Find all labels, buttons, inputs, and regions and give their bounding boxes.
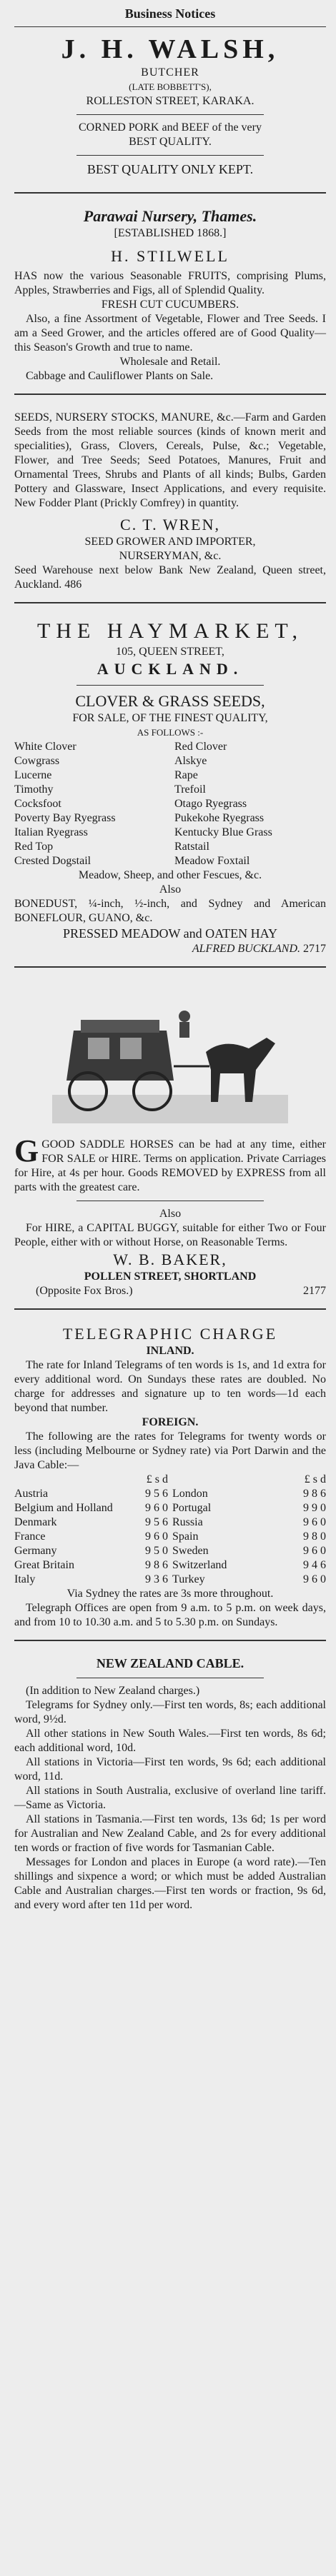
rate-value: 9 8 6 bbox=[145, 1559, 168, 1571]
baker-ref: 2177 bbox=[303, 1285, 326, 1297]
nursery-body1: HAS now the various Seasonable FRUITS, comprising Plums, Apples, Strawberries and Figs, all of Splendid Quality. bbox=[14, 270, 326, 296]
seed-item: Trefoil bbox=[174, 783, 206, 796]
rate-value: 9 8 6 bbox=[303, 1488, 326, 1500]
baker-street: POLLEN STREET, SHORTLAND bbox=[84, 1271, 257, 1283]
rate-country: France bbox=[14, 1530, 46, 1543]
nursery-name: H. STILWELL bbox=[111, 247, 229, 265]
wren-ref: 486 bbox=[64, 578, 82, 591]
wren-ad bbox=[14, 395, 326, 603]
rate-country: Belgium and Holland bbox=[14, 1502, 113, 1514]
telegraph-foreign-body: The following are the rates for Telegrams for twenty words or less (including Melbourne or Sydney rate) via Port Darwin and the Java Cable:— bbox=[14, 1430, 326, 1471]
carriage-illustration bbox=[52, 988, 288, 1131]
haymarket-proprietor: ALFRED BUCKLAND. 2717 bbox=[192, 943, 326, 955]
telegraph-inland-body: The rate for Inland Telegrams of ten words is 1s, and 1d extra for every additional word. On Sundays these rates are doubled. No charge for addresses and signature up to ten words—1d each beyond that number. bbox=[14, 1359, 326, 1414]
seed-item: Lucerne bbox=[14, 769, 52, 781]
walsh-trade: BUTCHER bbox=[141, 66, 199, 79]
baker-body: GGOOD SADDLE HORSES can be had at any time, either FOR SALE or HIRE. Terms on application. Private Carriages for Hire, at 4s per hour. Goods REMOVED by EXPRESS from all parts with the greatest care. bbox=[14, 1133, 326, 1193]
rate-country: Italy bbox=[14, 1573, 36, 1585]
nursery-ad bbox=[14, 194, 326, 395]
seed-item: Meadow Foxtail bbox=[174, 855, 250, 867]
haymarket-as-follows: AS FOLLOWS :- bbox=[137, 727, 204, 738]
wren-title1: SEED GROWER AND IMPORTER, bbox=[84, 536, 256, 548]
wren-body: SEEDS, NURSERY STOCKS, MANURE, &c.—Farm and Garden Seeds from the most reliable sources (kinds of known merit and specialities), Grass, Clovers, Cereals, Pulse, &c.; Vegetable, Flower, and Tree Seeds; Seed Potatoes, Manures, Fruit and Ornamental Trees, Shrubs and Plants of all kinds; Bulbs, Garden Pottery and Glassware, Insect Applications, and every requisite. New Fodder Plant (Prickly Comfrey) in quantity. bbox=[14, 411, 326, 509]
wren-name: C. T. WREN, bbox=[120, 516, 220, 533]
rate-country: Spain bbox=[172, 1530, 199, 1543]
nursery-plants: Cabbage and Cauliflower Plants on Sale. bbox=[26, 370, 214, 382]
rate-country: Turkey bbox=[172, 1573, 205, 1585]
nzcable-p3: All stations in Victoria—First ten words, 9s 6d; each additional word, 11d. bbox=[14, 1756, 326, 1783]
walsh-name: J. H. WALSH, bbox=[61, 34, 280, 64]
walsh-line2: BEST QUALITY. bbox=[129, 136, 212, 148]
divider bbox=[76, 114, 264, 115]
wren-title2: NURSERYMAN, &c. bbox=[119, 550, 222, 562]
seed-item: Timothy bbox=[14, 783, 54, 796]
seed-item: Rape bbox=[174, 769, 198, 781]
walsh-late: (LATE BOBBETT'S), bbox=[129, 81, 212, 92]
haymarket-heading: CLOVER & GRASS SEEDS, bbox=[75, 692, 265, 710]
nursery-title: Parawai Nursery, Thames. bbox=[83, 207, 257, 225]
seed-item: White Clover bbox=[14, 741, 76, 753]
seed-item: Cowgrass bbox=[14, 755, 60, 767]
rate-country: Germany bbox=[14, 1545, 57, 1557]
rate-value: 9 6 0 bbox=[303, 1573, 326, 1585]
seed-column-left bbox=[14, 740, 166, 868]
rate-value: 9 4 6 bbox=[303, 1559, 326, 1571]
rate-value: 9 5 6 bbox=[145, 1488, 168, 1500]
seed-list bbox=[14, 740, 326, 868]
seed-item: Italian Ryegrass bbox=[14, 826, 88, 838]
nursery-fresh: FRESH CUT CUCUMBERS. bbox=[101, 299, 239, 311]
drop-cap: G bbox=[14, 1133, 39, 1168]
nzcable-p2: All other stations in New South Wales.—First ten words, 8s 6d; each additional word, 10d. bbox=[14, 1728, 326, 1754]
nzcable-intro: (In addition to New Zealand charges.) bbox=[26, 1685, 200, 1697]
nursery-body2: Also, a fine Assortment of Vegetable, Flower and Tree Seeds. I am a Seed Grower, and the articles offered are of Good Quality—this Season's Growth and true to name. bbox=[14, 313, 326, 354]
haymarket-ad bbox=[14, 603, 326, 968]
rate-value: 9 6 0 bbox=[145, 1502, 168, 1514]
seed-item: Red Top bbox=[14, 841, 54, 853]
haymarket-also: Also bbox=[159, 883, 182, 896]
rate-country: Austria bbox=[14, 1488, 49, 1500]
telegraph-foreign: FOREIGN. bbox=[142, 1416, 199, 1428]
seed-item: Poverty Bay Ryegrass bbox=[14, 812, 116, 824]
telegraph-ad bbox=[14, 1310, 326, 1641]
rate-country: Russia bbox=[172, 1516, 203, 1528]
rate-country: Switzerland bbox=[172, 1559, 227, 1571]
walsh-motto: BEST QUALITY ONLY KEPT. bbox=[87, 162, 254, 176]
telegraph-inland: INLAND. bbox=[146, 1345, 194, 1357]
walsh-line1: CORNED PORK and BEEF of the very bbox=[79, 121, 262, 134]
haymarket-title: THE HAYMARKET, bbox=[37, 619, 303, 643]
rate-country: Portugal bbox=[172, 1502, 212, 1514]
walsh-ad bbox=[14, 6, 326, 194]
seed-item: Otago Ryegrass bbox=[174, 798, 247, 810]
nzcable-p6: Messages for London and places in Europe (a word rate).—Ten shillings and sixpence a word; or which must be added Australian Cable and Australian charges.—First ten words or fraction, 9s 6d, and every word after ten 11d per word. bbox=[14, 1856, 326, 1911]
rate-unit: £ s d bbox=[304, 1473, 326, 1485]
haymarket-pressed: PRESSED MEADOW and OATEN HAY bbox=[62, 926, 277, 941]
rate-value: 9 5 0 bbox=[145, 1545, 168, 1557]
divider bbox=[76, 685, 264, 686]
haymarket-city: AUCKLAND. bbox=[97, 660, 244, 678]
walsh-address: ROLLESTON STREET, KARAKA. bbox=[86, 95, 255, 107]
business-notices-header: Business Notices bbox=[124, 6, 216, 21]
haymarket-address: 105, QUEEN STREET, bbox=[116, 646, 224, 658]
seed-item: Ratstail bbox=[174, 841, 209, 853]
rate-value: 9 5 6 bbox=[145, 1516, 168, 1528]
nzcable-p1: Telegrams for Sydney only.—First ten words, 8s; each additional word, 9½d. bbox=[14, 1699, 326, 1725]
rate-value: 9 8 0 bbox=[303, 1530, 326, 1543]
rate-country: Sweden bbox=[172, 1545, 209, 1557]
baker-buggy: For HIRE, a CAPITAL BUGGY, suitable for either Two or Four People, either with or without Horse, on Reasonable Terms. bbox=[14, 1222, 326, 1248]
seed-item: Crested Dogstail bbox=[14, 855, 92, 867]
seed-item: Cocksfoot bbox=[14, 798, 61, 810]
rate-value: 9 6 0 bbox=[303, 1516, 326, 1528]
wren-footer: Seed Warehouse next below Bank New Zealand, Queen street, Auckland. 486 bbox=[14, 564, 326, 591]
rate-value: 9 6 0 bbox=[145, 1530, 168, 1543]
seed-column-right bbox=[174, 740, 326, 868]
divider bbox=[14, 26, 326, 27]
haymarket-sub: FOR SALE, OF THE FINEST QUALITY, bbox=[72, 712, 268, 724]
seed-item: Kentucky Blue Grass bbox=[174, 826, 272, 838]
baker-also: Also bbox=[159, 1208, 182, 1220]
seed-item: Red Clover bbox=[174, 741, 227, 753]
telegraph-offices: Telegraph Offices are open from 9 a.m. to 5 p.m. on week days, and from 10 to 10.30 a.m. and 5 to 5.30 p.m. on Sundays. bbox=[14, 1602, 326, 1628]
rate-table bbox=[14, 1473, 326, 1487]
divider bbox=[76, 155, 264, 156]
baker-near: (Opposite Fox Bros.) 2177 bbox=[36, 1285, 326, 1297]
rate-country: London bbox=[172, 1488, 208, 1500]
seed-item: Pukekohe Ryegrass bbox=[174, 812, 265, 824]
seed-item: Alskye bbox=[174, 755, 207, 767]
rate-value: 9 6 0 bbox=[303, 1545, 326, 1557]
haymarket-meadow: Meadow, Sheep, and other Fescues, &c. bbox=[78, 869, 262, 881]
rate-country: Great Britain bbox=[14, 1559, 74, 1571]
baker-name: W. B. BAKER, bbox=[113, 1251, 227, 1268]
nursery-est: [ESTABLISHED 1868.] bbox=[114, 227, 227, 239]
rate-value: 9 9 0 bbox=[303, 1502, 326, 1514]
nzcable-p4: All stations in South Australia, exclusive of overland line tariff.—Same as Victoria. bbox=[14, 1785, 326, 1811]
haymarket-ref: 2717 bbox=[303, 943, 326, 955]
telegraph-via-sydney: Via Sydney the rates are 3s more throughout. bbox=[66, 1588, 274, 1600]
telegraph-title: TELEGRAPHIC CHARGE bbox=[62, 1325, 278, 1343]
nzcable-p5: All stations in Tasmania.—First ten words, 13s 6d; 1s per word for Australian and New Zealand Cable, and 2s for every additional ten words or fraction of five words for Tasmanian Cable. bbox=[14, 1813, 326, 1854]
rate-unit: £ s d bbox=[146, 1473, 168, 1485]
haymarket-bonedust: BONEDUST, ¼-inch, ½-inch, and Sydney and American BONEFLOUR, GUANO, &c. bbox=[14, 898, 326, 924]
rate-country: Denmark bbox=[14, 1516, 57, 1528]
rate-rows bbox=[14, 1487, 326, 1587]
nzcable-ad bbox=[14, 1641, 326, 1913]
nzcable-title: NEW ZEALAND CABLE. bbox=[96, 1656, 244, 1670]
nursery-trade: Wholesale and Retail. bbox=[119, 356, 221, 368]
rate-value: 9 3 6 bbox=[145, 1573, 168, 1585]
baker-ad bbox=[14, 968, 326, 1310]
